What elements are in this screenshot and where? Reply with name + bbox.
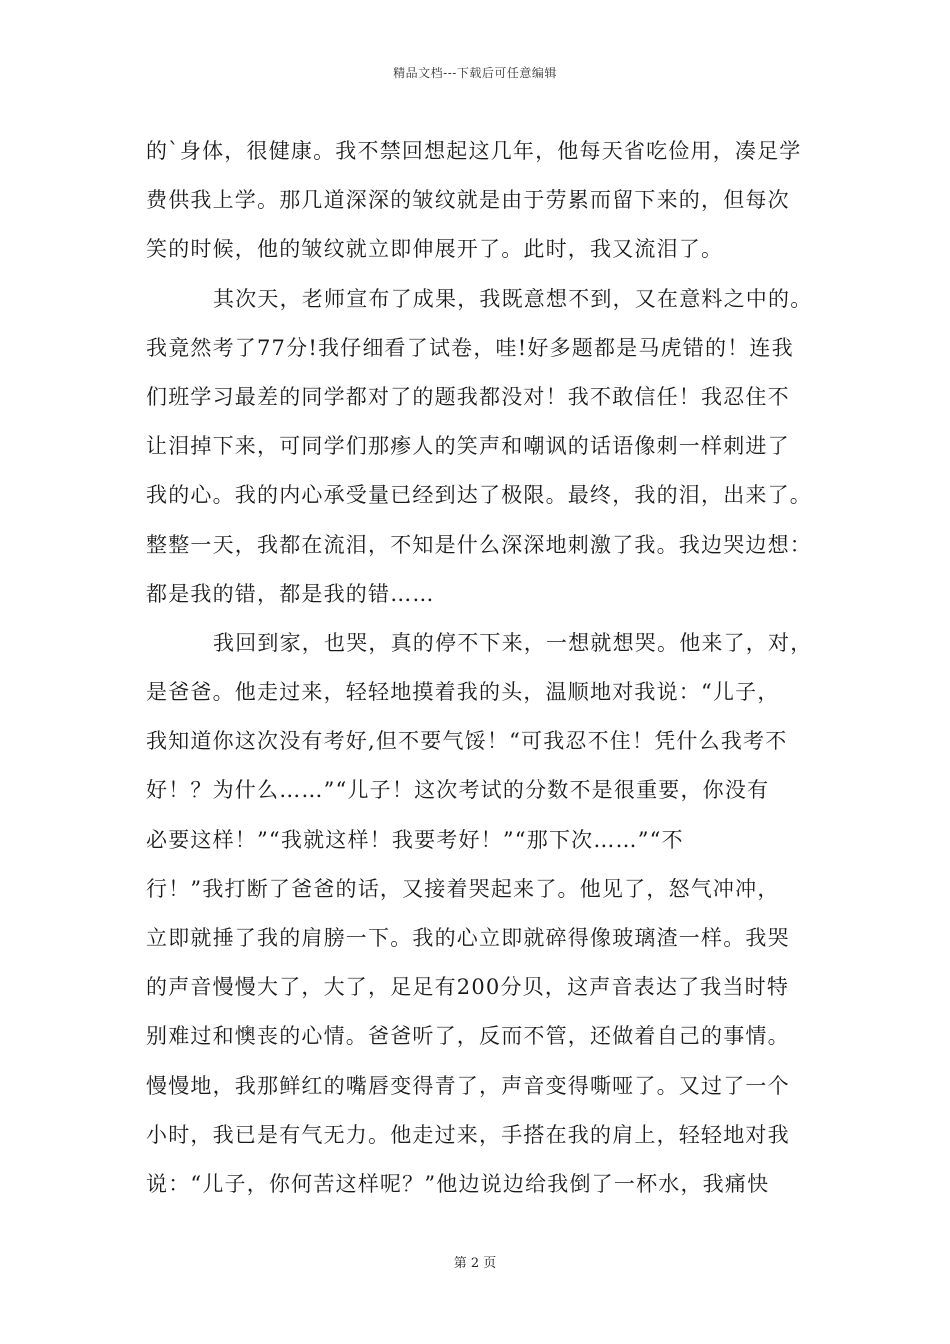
text-line: 的`身体，很健康。我不禁回想起这几年，他每天省吃俭用，凑足学 [146,139,802,163]
text-line: 小时，我已是有气无力。他走过来，手搭在我的肩上，轻轻地对我 [146,1122,790,1147]
text-line: 说：“儿子，你何苦这样呢？”他边说边给我倒了一杯水，我痛快 [146,1171,770,1196]
text-line: 都是我的错，都是我的错…… [146,581,435,606]
text-line: 行！”我打断了爸爸的话，又接着哭起来了。他见了，怒气冲冲， [146,876,780,901]
text-line: 好！？为什么……”“儿子！这次考试的分数不是很重要，你没有 [146,778,770,803]
text-line: 我竟然考了77分!我仔细看了试卷，哇!好多题都是马虎错的！连我 [146,335,794,360]
text-line: 的声音慢慢大了，大了，足足有200分贝，这声音表达了我当时特 [146,975,790,1000]
text-line: 别难过和懊丧的心情。爸爸听了，反而不管，还做着自己的事情。 [146,1024,790,1049]
text-line: 笑的时候，他的皱纹就立即伸展开了。此时，我又流泪了。 [146,237,724,262]
document-body [146,127,826,1209]
text-line: 立即就捶了我的肩膀一下。我的心立即就碎得像玻璃渣一样。我哭 [146,926,790,950]
text-line: 费供我上学。那几道深深的皱纹就是由于劳累而留下来的，但每次 [146,188,790,213]
paragraph-first-line: 我回到家，也哭，真的停不下来，一想就想哭。他来了，对， [213,630,813,655]
text-line: 让泪掉下来，可同学们那瘆人的笑声和嘲讽的话语像刺一样刺进了 [146,434,790,459]
text-line: 慢慢地，我那鲜红的嘴唇变得青了，声音变得嘶哑了。又过了一个 [146,1073,790,1098]
text-line: 整整一天，我都在流泪，不知是什么深深地刺激了我。我边哭边想： [146,532,812,557]
text-line: 我的心。我的内心承受量已经到达了极限。最终，我的泪，出来了。 [146,483,812,508]
page-number: 第 2 页 [453,1256,497,1271]
text-line: 是爸爸。他走过来，轻轻地摸着我的头，温顺地对我说：“儿子， [146,680,780,705]
page-header: 精品文档---下载后可任意编辑 [393,66,557,80]
text-line: 们班学习最差的同学都对了的题我都没对！我不敢信任！我忍住不 [146,384,790,409]
text-line: 我知道你这次没有考好,但不要气馁！“可我忍不住！凭什么我考不 [146,729,788,754]
text-line: 必要这样！”“我就这样！我要考好！”“那下次……”“不 [146,827,684,852]
paragraph-first-line: 其次天，老师宣布了成果，我既意想不到，又在意料之中的。 [213,286,813,311]
